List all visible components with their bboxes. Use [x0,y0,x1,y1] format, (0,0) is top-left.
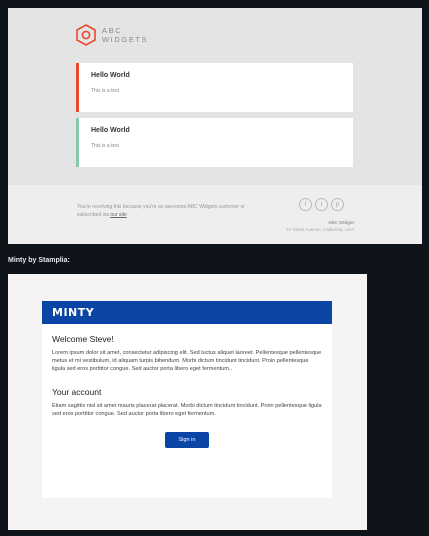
minty-logo: MINTY [52,306,95,319]
minty-header [42,301,332,324]
company-name: ABC Widget [328,220,354,225]
card-body: This is a test [91,143,120,149]
hexagon-logo-icon [76,24,96,46]
social-links [299,198,344,211]
footer-link[interactable]: our site [110,212,127,218]
card-body: This is a test [91,88,120,94]
message-card [76,118,353,167]
card-title: Hello World [91,127,130,134]
account-text: Etiam sagittis nisl sit amet mauris placerat placerat. Morbi dictum tincidunt tincidunt. Proin pellentesque ligula sed eros porttitor congue. Sed auctor porta libero eget fermentum. [52,402,322,417]
message-card [76,63,353,112]
account-title: Your account [52,386,102,397]
welcome-text: Lorem ipsum dolor sit amet, consectetur adipiscing elit. Sed luctus aliquet laoreet. Pellentesque pellentesque metus et mi vestibulum, id aliquam turpis bibendum. Morbi dictum tincidunt tincidunt. Proin pellentesque ligula sed eros porttitor congue. Sed auctor porta libero eget fermentum.. [52,350,322,373]
email-footer [8,185,422,244]
facebook-icon[interactable]: f [299,198,312,211]
template-caption: Minty by Stamplia: [8,257,70,264]
minty-email [42,301,332,498]
minty-preview [8,274,367,530]
abc-logo [76,24,148,46]
abc-widgets-preview [8,8,422,244]
logo-line-2: WIDGETS [102,35,149,44]
pinterest-icon[interactable]: p [331,198,344,211]
footer-text [77,203,247,219]
sign-in-button[interactable]: Sign in [165,432,209,448]
footer-message: You're receiving this because you're an awesome ABC Widgets customer or subscribed via [77,204,245,218]
twitter-icon[interactable]: t [315,198,328,211]
welcome-title: Welcome Steve! [52,334,114,344]
company-address: 67 Street Avenue, California, USA [286,227,354,232]
card-title: Hello World [91,72,130,79]
logo-line-1: ABC [102,26,123,35]
company-info [286,219,354,233]
